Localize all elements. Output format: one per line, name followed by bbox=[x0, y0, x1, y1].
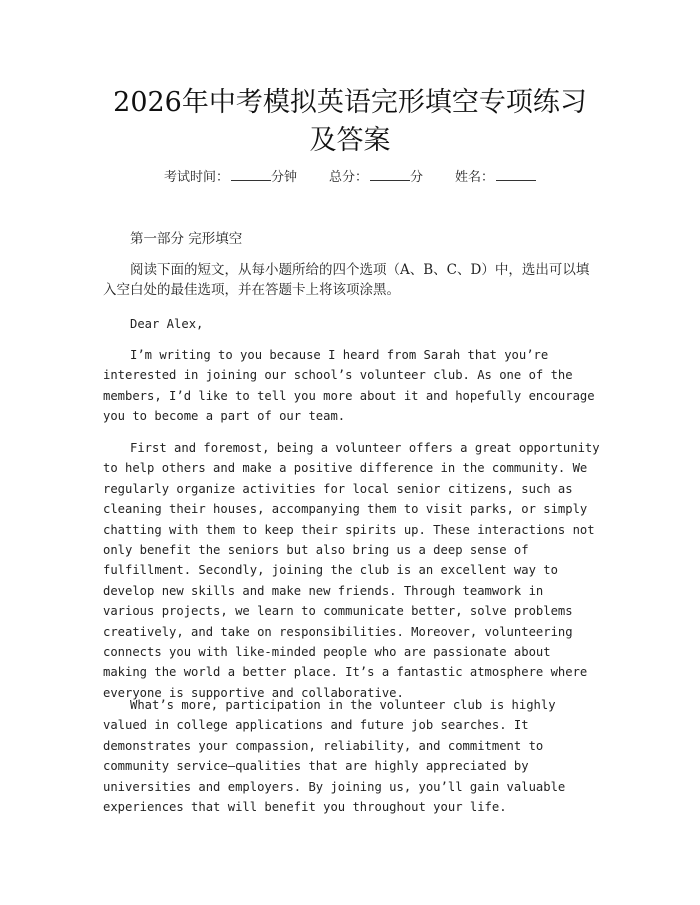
student-name-blank bbox=[496, 168, 536, 181]
exam-time-label: 考试时间： bbox=[163, 170, 229, 185]
exam-time-blank bbox=[231, 168, 271, 181]
exam-time-field bbox=[164, 170, 297, 185]
document-title: 2026年中考模拟英语完形填空专项练习及答案 bbox=[113, 87, 587, 156]
total-score-unit: 分 bbox=[410, 170, 424, 185]
instruction-text: 阅读下面的短文，从每小题所给的四个选项（A、B、C、D）中，选出可以填入空白处的最佳选项，并在答题卡上将该项涂黑。 bbox=[103, 262, 590, 298]
total-score-field bbox=[329, 170, 423, 185]
section-title: 第一部分 完形填空 bbox=[130, 231, 243, 247]
total-score-label: 总分： bbox=[328, 170, 368, 185]
student-name-field bbox=[455, 170, 536, 185]
letter-greeting: Dear Alex, bbox=[130, 317, 204, 331]
total-score-blank bbox=[370, 168, 410, 181]
exam-time-unit: 分钟 bbox=[270, 170, 297, 185]
student-name-label: 姓名： bbox=[455, 170, 495, 185]
letter-paragraph: I’m writing to you because I heard from Sarah that you’re interested in joining our school’s volunteer club. As one of the members, I’d like to tell you more about it and hopefully encourage you to become a part of our team. bbox=[103, 348, 595, 424]
exam-info-line bbox=[0, 168, 700, 187]
letter-paragraph: First and foremost, being a volunteer offers a great opportunity to help others and make a positive difference in the community. We regularly organize activities for local senior citizens, such as cleaning their houses, accompanying them to visit parks, or simply chatting with them to keep their spirits up. These interactions not only benefit the seniors but also bring us a deep sense of fulfillment. Secondly, joining the club is an excellent way to develop new skills and make new friends. Through teamwork in various projects, we learn to communicate better, solve problems creatively, and take on responsibilities. Moreover, volunteering connects you with like-minded people who are passionate about making the world a better place. It’s a fantastic atmosphere where everyone is supportive and collaborative. bbox=[103, 441, 600, 700]
letter-paragraph: What’s more, participation in the volunteer club is highly valued in college applications and future job searches. It demonstrates your compassion, reliability, and commitment to community service—qualities that are highly appreciated by universities and employers. By joining us, you’ll gain valuable experiences that will benefit you throughout your life. bbox=[103, 698, 566, 815]
